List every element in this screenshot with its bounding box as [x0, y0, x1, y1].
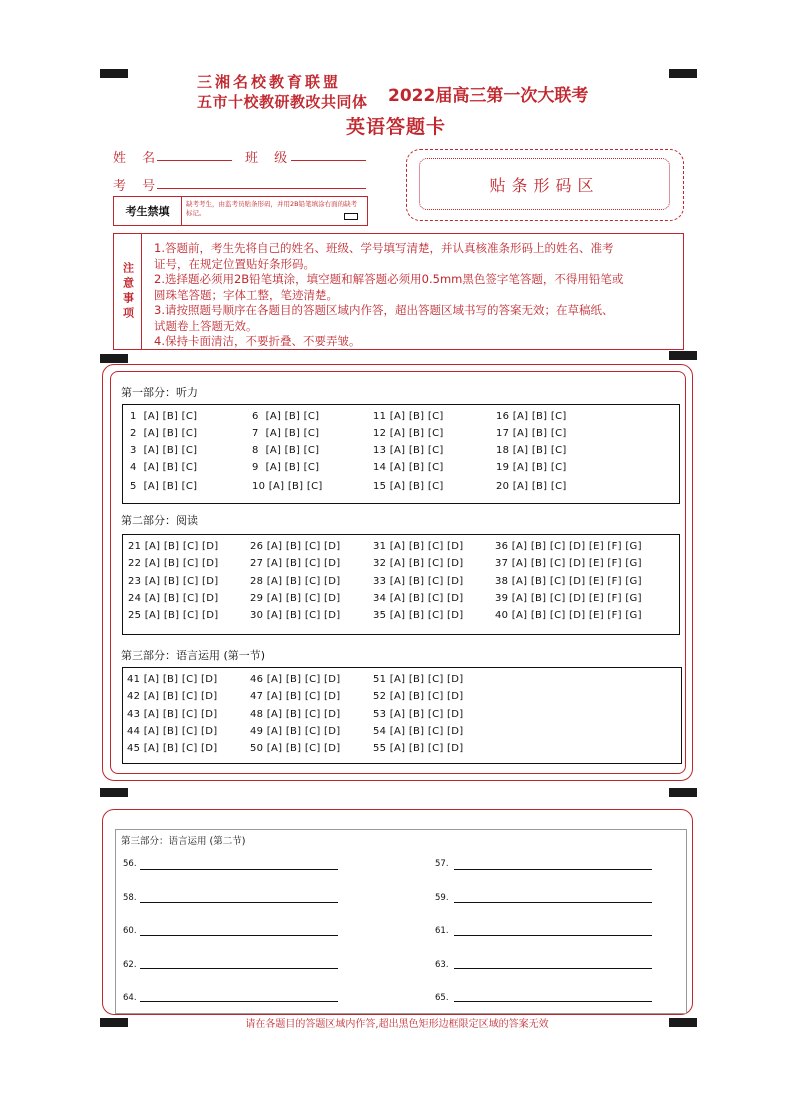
- answer-row[interactable]: 25 [A] [B] [C] [D]: [128, 610, 219, 621]
- answer-row[interactable]: 32 [A] [B] [C] [D]: [373, 558, 464, 569]
- answer-row[interactable]: 41 [A] [B] [C] [D]: [127, 674, 218, 685]
- answer-row[interactable]: 12 [A] [B] [C]: [373, 428, 444, 439]
- part3a-title: 第三部分：语言运用 (第一节): [121, 649, 266, 662]
- answer-row[interactable]: 39 [A] [B] [C] [D] [E] [F] [G]: [495, 593, 642, 604]
- answer-row[interactable]: 20 [A] [B] [C]: [496, 481, 567, 492]
- part1-title: 第一部分：听力: [121, 386, 198, 399]
- answer-line[interactable]: [454, 935, 652, 936]
- alliance-name-2: 五市十校教研教改共同体: [197, 93, 368, 111]
- name-field[interactable]: [157, 160, 232, 161]
- answer-row[interactable]: 55 [A] [B] [C] [D]: [373, 743, 464, 754]
- answer-row[interactable]: 2 [A] [B] [C]: [130, 428, 198, 439]
- notice-items: [154, 241, 679, 350]
- answer-row[interactable]: 40 [A] [B] [C] [D] [E] [F] [G]: [495, 610, 642, 621]
- absence-box: [113, 196, 368, 226]
- answer-row[interactable]: 27 [A] [B] [C] [D]: [250, 558, 341, 569]
- answer-row[interactable]: 49 [A] [B] [C] [D]: [250, 726, 341, 737]
- registration-mark: [669, 69, 697, 78]
- answer-row[interactable]: 30 [A] [B] [C] [D]: [250, 610, 341, 621]
- answer-row[interactable]: 21 [A] [B] [C] [D]: [128, 541, 219, 552]
- absence-text: 缺考考生，由监考员贴条形码，并用2B铅笔填涂右面的缺考标记。: [186, 200, 358, 217]
- registration-mark: [100, 788, 128, 797]
- registration-mark: [100, 354, 128, 363]
- answer-row[interactable]: 31 [A] [B] [C] [D]: [373, 541, 464, 552]
- question-number: 60.: [123, 926, 137, 936]
- part3b-title: 第三部分：语言运用 (第二节): [121, 836, 246, 847]
- answer-row[interactable]: 5 [A] [B] [C]: [130, 481, 198, 492]
- answer-row[interactable]: 37 [A] [B] [C] [D] [E] [F] [G]: [495, 558, 642, 569]
- alliance-name-1: 三湘名校教育联盟: [197, 73, 342, 91]
- notice-box: [113, 233, 684, 350]
- notice-side: [114, 234, 142, 349]
- notice-item: 1.答题前，考生先将自己的姓名、班级、学号填写清楚，并认真核准条形码上的姓名、准考: [154, 241, 614, 255]
- notice-item: 证号，在规定位置贴好条形码。: [154, 256, 315, 271]
- answer-line[interactable]: [454, 902, 652, 903]
- question-number: 58.: [123, 893, 137, 903]
- answer-row[interactable]: 9 [A] [B] [C]: [252, 462, 320, 473]
- absence-checkbox[interactable]: [344, 213, 358, 220]
- answer-row[interactable]: 24 [A] [B] [C] [D]: [128, 593, 219, 604]
- part2-title: 第二部分：阅读: [121, 514, 198, 527]
- answer-row[interactable]: 1 [A] [B] [C]: [130, 411, 198, 422]
- id-field[interactable]: [157, 188, 366, 189]
- barcode-area: [419, 158, 670, 210]
- name-label: 姓 名: [113, 151, 162, 166]
- question-number: 65.: [435, 993, 449, 1003]
- absence-label: 考生禁填: [114, 197, 182, 225]
- answer-row[interactable]: 45 [A] [B] [C] [D]: [127, 743, 218, 754]
- answer-row[interactable]: 13 [A] [B] [C]: [373, 445, 444, 456]
- answer-row[interactable]: 46 [A] [B] [C] [D]: [250, 674, 341, 685]
- answer-row[interactable]: 34 [A] [B] [C] [D]: [373, 593, 464, 604]
- registration-mark: [669, 351, 697, 360]
- barcode-label: 贴条形码区: [489, 175, 600, 195]
- written-section-box: [115, 829, 687, 1014]
- answer-row[interactable]: 35 [A] [B] [C] [D]: [373, 610, 464, 621]
- answer-row[interactable]: 3 [A] [B] [C]: [130, 445, 198, 456]
- answer-row[interactable]: 11 [A] [B] [C]: [373, 411, 444, 422]
- answer-line[interactable]: [454, 968, 652, 969]
- answer-line[interactable]: [454, 1001, 652, 1002]
- answer-line[interactable]: [140, 968, 338, 969]
- answer-row[interactable]: 42 [A] [B] [C] [D]: [127, 691, 218, 702]
- answer-line[interactable]: [140, 869, 338, 870]
- answer-row[interactable]: 43 [A] [B] [C] [D]: [127, 709, 218, 720]
- answer-row[interactable]: 38 [A] [B] [C] [D] [E] [F] [G]: [495, 576, 642, 587]
- answer-line[interactable]: [140, 902, 338, 903]
- answer-row[interactable]: 7 [A] [B] [C]: [252, 428, 320, 439]
- answer-row[interactable]: 47 [A] [B] [C] [D]: [250, 691, 341, 702]
- answer-row[interactable]: 8 [A] [B] [C]: [252, 445, 320, 456]
- answer-row[interactable]: 52 [A] [B] [C] [D]: [373, 691, 464, 702]
- answer-row[interactable]: 44 [A] [B] [C] [D]: [127, 726, 218, 737]
- answer-row[interactable]: 54 [A] [B] [C] [D]: [373, 726, 464, 737]
- answer-row[interactable]: 18 [A] [B] [C]: [496, 445, 567, 456]
- registration-mark: [100, 69, 128, 78]
- notice-item: 试题卷上答题无效。: [154, 318, 258, 333]
- answer-row[interactable]: 48 [A] [B] [C] [D]: [250, 709, 341, 720]
- answer-row[interactable]: 36 [A] [B] [C] [D] [E] [F] [G]: [495, 541, 642, 552]
- notice-side-label: 注意事项: [121, 261, 135, 322]
- answer-row[interactable]: 4 [A] [B] [C]: [130, 462, 198, 473]
- answer-row[interactable]: 33 [A] [B] [C] [D]: [373, 576, 464, 587]
- answer-row[interactable]: 6 [A] [B] [C]: [252, 411, 320, 422]
- answer-row[interactable]: 29 [A] [B] [C] [D]: [250, 593, 341, 604]
- answer-row[interactable]: 50 [A] [B] [C] [D]: [250, 743, 341, 754]
- answer-row[interactable]: 19 [A] [B] [C]: [496, 462, 567, 473]
- answer-line[interactable]: [140, 1001, 338, 1002]
- question-number: 57.: [435, 859, 449, 869]
- answer-row[interactable]: 51 [A] [B] [C] [D]: [373, 674, 464, 685]
- answer-row[interactable]: 14 [A] [B] [C]: [373, 462, 444, 473]
- page-title: 英语答题卡: [346, 116, 447, 138]
- class-field[interactable]: [291, 160, 366, 161]
- question-number: 56.: [123, 859, 137, 869]
- answer-row[interactable]: 16 [A] [B] [C]: [496, 411, 567, 422]
- answer-row[interactable]: 23 [A] [B] [C] [D]: [128, 576, 219, 587]
- answer-row[interactable]: 28 [A] [B] [C] [D]: [250, 576, 341, 587]
- answer-row[interactable]: 22 [A] [B] [C] [D]: [128, 558, 219, 569]
- answer-row[interactable]: 53 [A] [B] [C] [D]: [373, 709, 464, 720]
- answer-row[interactable]: 10 [A] [B] [C]: [252, 481, 323, 492]
- registration-mark: [669, 788, 697, 797]
- question-number: 63.: [435, 960, 449, 970]
- footer-note: 请在各题目的答题区域内作答,超出黑色矩形边框限定区域的答案无效: [245, 1019, 549, 1030]
- notice-item: 2.选择题必须用2B铅笔填涂，填空题和解答题必须用0.5mm黑色签字笔答题，不得用铅笔或: [154, 272, 624, 286]
- exam-title: 2022届高三第一次大联考: [388, 86, 589, 106]
- question-number: 64.: [123, 993, 137, 1003]
- question-number: 61.: [435, 926, 449, 936]
- answer-row[interactable]: 17 [A] [B] [C]: [496, 428, 567, 439]
- question-number: 62.: [123, 960, 137, 970]
- answer-row[interactable]: 26 [A] [B] [C] [D]: [250, 541, 341, 552]
- notice-item: 4.保持卡面清洁，不要折叠、不要弄皱。: [154, 334, 361, 348]
- answer-row[interactable]: 15 [A] [B] [C]: [373, 481, 444, 492]
- notice-item: 3.请按照题号顺序在各题目的答题区域内作答，超出答题区域书写的答案无效；在草稿纸、: [154, 303, 614, 317]
- question-number: 59.: [435, 893, 449, 903]
- id-label: 考 号: [113, 179, 162, 194]
- answer-line[interactable]: [454, 869, 652, 870]
- class-label: 班 级: [245, 151, 294, 166]
- answer-line[interactable]: [140, 935, 338, 936]
- notice-item: 圆珠笔答题；字体工整，笔迹清楚。: [154, 287, 338, 302]
